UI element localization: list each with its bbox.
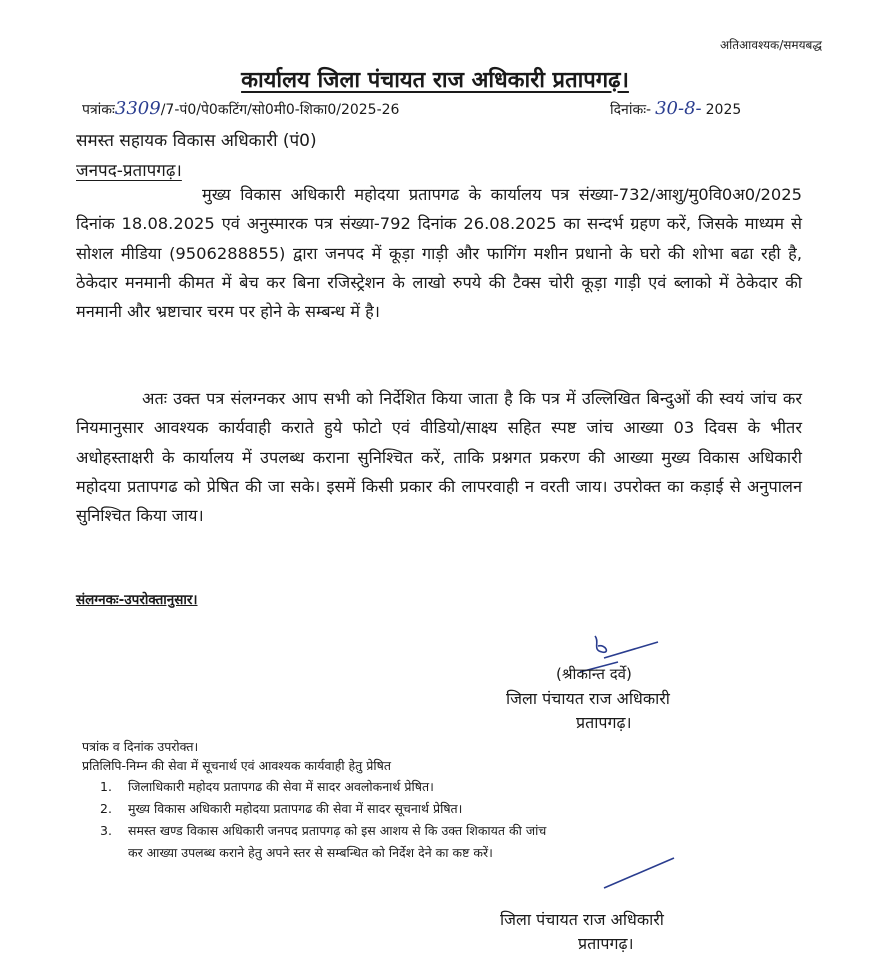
copy-heading: पत्रांक व दिनांक उपरोक्त। xyxy=(82,739,199,754)
copy-item xyxy=(100,800,462,817)
copy-item-number: 3. xyxy=(100,823,112,838)
date-handwritten: 30-8- xyxy=(655,98,702,119)
urgency-note: अतिआवश्यक/समयबद्ध xyxy=(719,38,822,52)
date-year: 2025 xyxy=(705,102,742,118)
copy-item xyxy=(100,822,546,839)
signatory-designation: जिला पंचायत राज अधिकारी xyxy=(506,689,670,708)
copy-item-number: 2. xyxy=(100,801,112,816)
signature-mark xyxy=(600,852,680,892)
signatory-name: (श्रीकान्त दर्वे) xyxy=(556,665,632,683)
closing-district: प्रतापगढ़। xyxy=(578,934,634,953)
addressee-line-2: जनपद-प्रतापगढ़। xyxy=(76,161,182,181)
signatory-district: प्रतापगढ़। xyxy=(576,713,632,732)
body-paragraph-2: अतः उक्त पत्र संलग्नकर आप सभी को निर्देशित किया जाता है कि पत्र में उल्लिखित बिन्दुओं की स्वयं जांच कर नियमानुसार आवश्यक कार्यवाही कराते हुये फोटो एवं वीडियो/साक्ष्य सहित स्पष्ट जांच आख्या 03 दिवस के भीतर अधोहस्ताक्षरी के कार्यालय में उपलब्ध कराना सुनिश्चित करें, ताकि प्रश्नगत प्रकरण की आख्या मुख्य विकास अधिकारी महोदया प्रतापगढ को प्रेषित की जा सके। इसमें किसी प्रकार की लापरवाही न वरती जाय। उपरोक्त का कड़ाई से अनुपालन सुनिश्चित किया जाय। xyxy=(76,389,802,526)
copy-item-text: जिलाधिकारी महोदय प्रतापगढ की सेवा में सादर अवलोकनार्थ प्रेषित। xyxy=(128,779,434,794)
ref-suffix: /7-पं0/पे0कटिंग/सो0मी0-शिका0/2025-26 xyxy=(160,102,400,118)
body-paragraph-1: मुख्य विकास अधिकारी महोदया प्रतापगढ के कार्यालय पत्र संख्या-732/आशु/मु0वि0अ0/2025 दिनांक 18.08.2025 एवं अनुस्मारक पत्र संख्या-792 दिनांक 26.08.2025 का सन्दर्भ ग्रहण करें, जिसके माध्यम से सोशल मीडिया (9506288855) द्वारा जनपद में कूड़ा गाड़ी और फागिंग मशीन प्रधानो के घरो की शोभा बढा रही है, ठेकेदार मनमानी कीमत में बेच कर बिना रजिस्ट्रेशन के लाखो रुपये की टैक्स चोरी कूड़ा गाड़ी एवं ब्लाको में ठेकेदार की मनमानी और भ्रष्टाचार चरम पर होने के सम्बन्ध में है। xyxy=(76,185,802,322)
ref-label: पत्रांकः xyxy=(82,102,115,118)
copy-item xyxy=(100,778,434,795)
copy-intro: प्रतिलिपि-निम्न की सेवा में सूचनार्थ एवं आवश्यक कार्यवाही हेतु प्रेषित xyxy=(82,758,391,773)
date-label: दिनांकः- xyxy=(610,102,652,118)
closing-designation: जिला पंचायत राज अधिकारी xyxy=(500,910,664,929)
copy-item-text: समस्त खण्ड विकास अधिकारी जनपद प्रतापगढ़ को इस आशय से कि उक्त शिकायत की जांच xyxy=(128,823,547,838)
reference-line xyxy=(82,98,399,119)
addressee-line-1: समस्त सहायक विकास अधिकारी (पं0) xyxy=(76,131,317,151)
copy-item-text: मुख्य विकास अधिकारी महोदया प्रतापगढ की सेवा में सादर सूचनार्थ प्रेषित। xyxy=(128,801,463,816)
date-line xyxy=(610,98,741,119)
office-title: कार्यालय जिला पंचायत राज अधिकारी प्रतापगढ़। xyxy=(241,68,629,93)
attachment-note: संलग्नकः-उपरोक्तानुसार। xyxy=(76,592,198,608)
ref-number-handwritten: 3309 xyxy=(114,98,161,119)
copy-item-continuation: कर आख्या उपलब्ध कराने हेतु अपने स्तर से सम्बन्धित को निर्देश देने का कष्ट करें। xyxy=(128,845,493,860)
copy-item-number: 1. xyxy=(100,779,112,794)
